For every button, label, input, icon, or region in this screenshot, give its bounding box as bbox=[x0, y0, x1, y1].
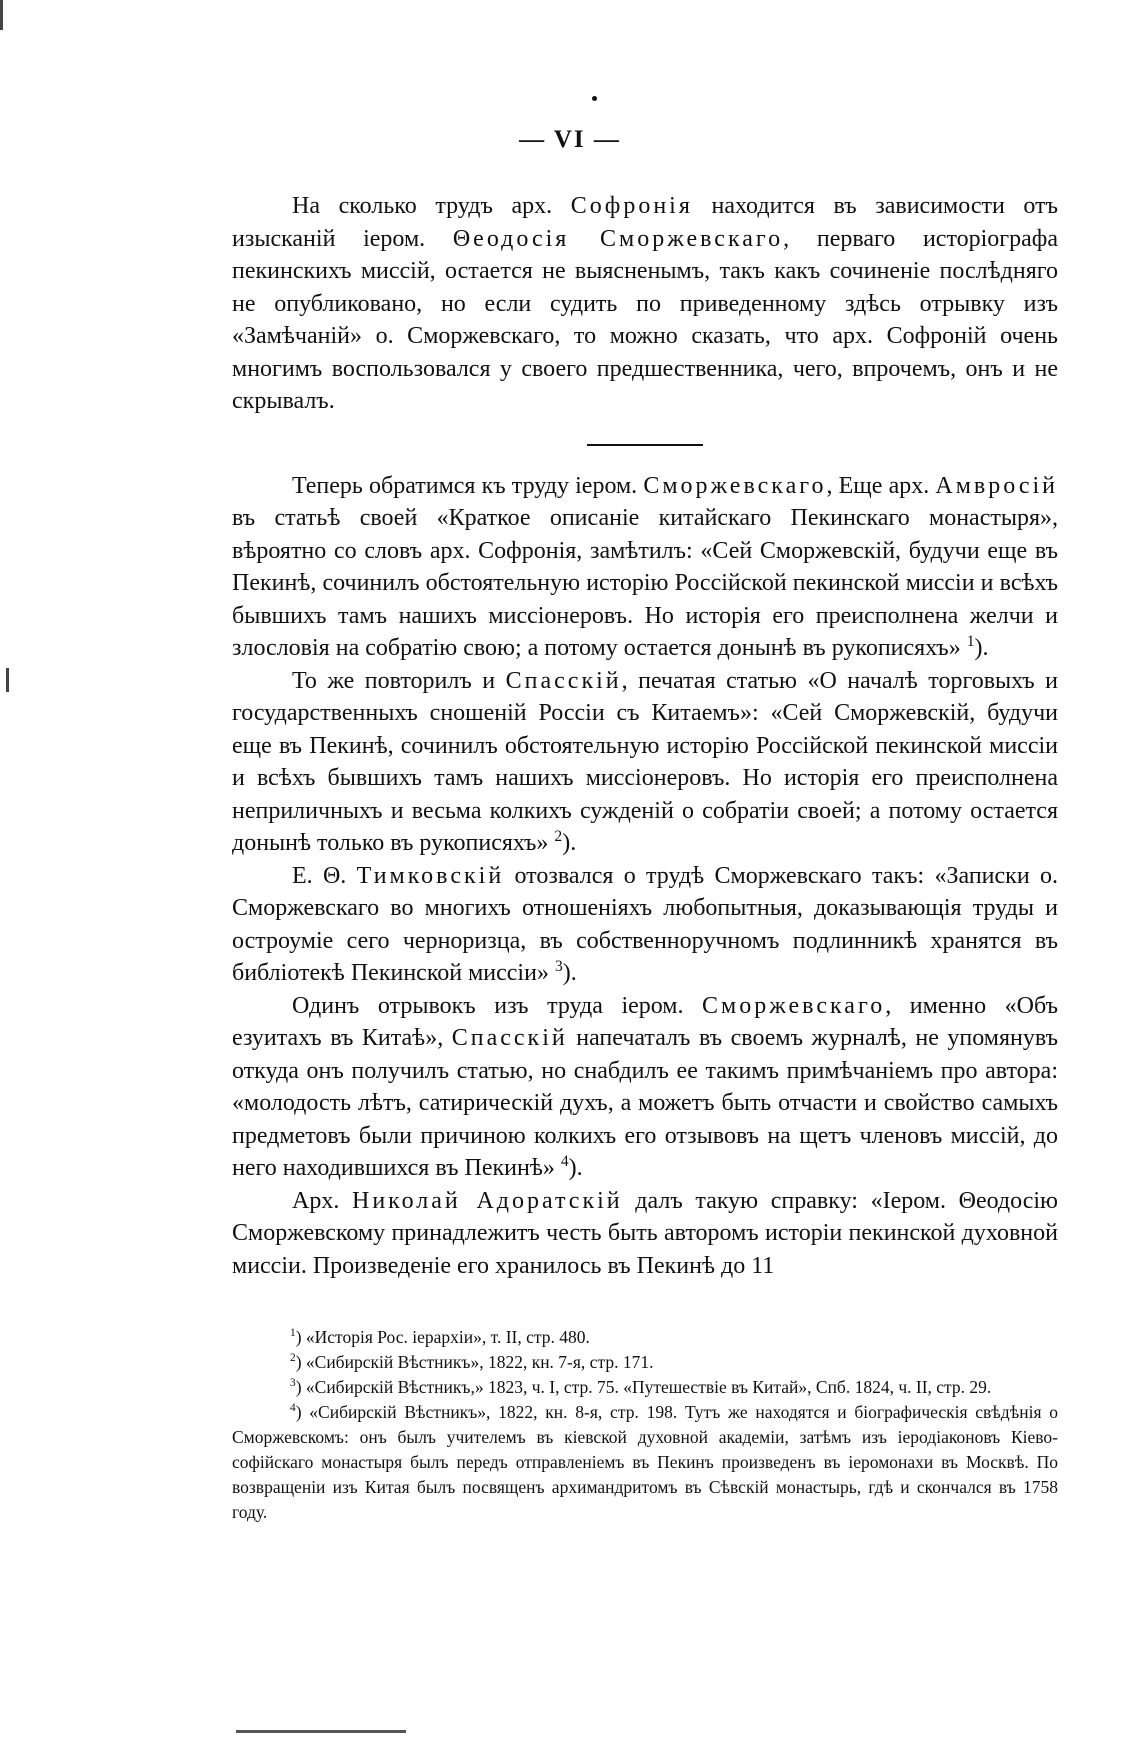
scan-edge-mark bbox=[0, 0, 3, 30]
spaced-name: Амвросій bbox=[935, 472, 1058, 499]
footnote-mark: 3 bbox=[290, 1377, 296, 1390]
footnote-text: «Сибирскій Вѣстникъ», 1822, кн. 8-я, стр. 198. Тутъ же находятся и біографическія свѣдѣнія о Сморжевскомъ: онъ былъ учителемъ въ кіевской духовной академіи, затѣмъ изъ іеродіаконовъ Кіево-софійскаго монастыря былъ передъ отправленіемъ въ Пекинъ произведенъ въ іеромонахи въ Москвѣ. По возвращеніи изъ Китая былъ посвященъ архимандритомъ въ Сѣвскій монастырь, гдѣ и скончался въ 1758 году. bbox=[232, 1402, 1059, 1522]
footnote-text: «Сибирскій Вѣстникъ,» 1823, ч. I, стр. 75. «Путешествіе въ Китай», Спб. 1824, ч. II, стр. 29. bbox=[305, 1377, 992, 1397]
spaced-name: Θеодосія Сморжевскаго bbox=[452, 225, 784, 252]
paragraph bbox=[232, 990, 1058, 1185]
text-run: далъ такую справку: «Іером. Θеодосію Сморжевскому принадлежитъ честь быть авторомъ исторіи пекинской духовной миссіи. Произведеніе его хранилось въ Пекинѣ до 11 bbox=[232, 1187, 1058, 1279]
text-run: ). bbox=[974, 635, 989, 661]
footnote-ref: 4 bbox=[560, 1153, 569, 1170]
footnote: $^2$) «Сибирскій Вѣстникъ», 1822, кн. 7-я, стр. 171. bbox=[290, 1352, 654, 1372]
text-run: Арх. bbox=[292, 1187, 352, 1214]
footnote: $^1$) «Исторія Рос. іерархіи», т. II, стр. 480. bbox=[290, 1327, 590, 1347]
scan-bottom-artifact bbox=[236, 1730, 406, 1733]
text-run: Е. Θ. bbox=[292, 862, 357, 889]
text-run: въ статьѣ своей «Краткое описаніе китайскаго Пекинскаго монастыря», вѣроятно со словъ арх. Софронія, замѣтилъ: «Сей Сморжевскій, будучи еще въ Пекинѣ, сочинилъ обстоятельную исторію Россійской пекинской миссіи и всѣхъ бывшихъ тамъ нашихъ миссіонеровъ. Но исторія его преисполнена желчи и злословія на собратію свою; а потому остается донынѣ въ рукописяхъ» bbox=[232, 505, 1058, 661]
text-run: , именно «Объ езуитахъ въ Китаѣ», bbox=[232, 992, 1059, 1051]
text-run: На сколько трудъ арх. bbox=[292, 193, 571, 219]
spaced-name: Сморжевскаго bbox=[643, 472, 827, 499]
page-number: — VI — bbox=[519, 126, 621, 153]
text-run: находится въ зависимости отъ изысканій іером. bbox=[232, 193, 1058, 252]
paragraph bbox=[232, 665, 1058, 860]
print-speck bbox=[592, 96, 597, 101]
footnotes bbox=[232, 1325, 1058, 1525]
spaced-name: Спасскій bbox=[451, 1025, 568, 1051]
footnote-ref: 3 bbox=[554, 958, 563, 975]
scan-edge-mark bbox=[6, 668, 9, 692]
spaced-name: Николай Адоратскій bbox=[352, 1187, 623, 1214]
text-run: ). bbox=[562, 830, 577, 856]
text-run: отозвался о трудѣ Сморжевскаго такъ: «Записки о. Сморжевскаго во многихъ отношеніяхъ любопытныя, доказывающія труды и остроуміе сего черноризца, въ собственноручномъ подлинникѣ хранятся въ библіотекѣ Пекинской миссіи» bbox=[232, 862, 1058, 986]
paragraph bbox=[232, 470, 1058, 665]
footnote-ref: 2 bbox=[554, 828, 563, 845]
footnote-mark: 1 bbox=[290, 1327, 296, 1340]
paragraph bbox=[232, 190, 1058, 418]
spaced-name: Спасскій bbox=[505, 667, 622, 694]
paragraph bbox=[232, 860, 1058, 990]
text-run: , печатая статью «О началѣ торговыхъ и государственныхъ сношеній Россіи съ Китаемъ»: «Сей Сморжевскій, будучи еще въ Пекинѣ, сочинилъ обстоятельную исторію Россійской пекинской миссіи и всѣхъ бывшихъ тамъ нашихъ миссіонеровъ. Но исторія его преисполнена неприличныхъ и весьма колкихъ сужденій о собратіи своей; а потому остается донынѣ только въ рукописяхъ» bbox=[232, 667, 1058, 856]
paragraph bbox=[232, 1185, 1058, 1283]
footnote: $^4$) «Сибирскій Вѣстникъ», 1822, кн. 8-я, стр. 198. Тутъ же находятся и біографическія свѣдѣнія о Сморжевскомъ: онъ былъ учителемъ въ кіевской духовной академіи, затѣмъ изъ іеродіаконовъ Кіево-софійскаго монастыря былъ передъ отправленіемъ въ Пекинъ произведенъ въ іеромонахи въ Москвѣ. По возвращеніи изъ Китая былъ посвященъ архимандритомъ въ Сѣвскій монастырь, гдѣ и скончался въ 1758 году. bbox=[232, 1402, 1059, 1522]
text-run: Одинъ отрывокъ изъ труда іером. bbox=[292, 992, 703, 1019]
spaced-name: Тимковскій bbox=[356, 862, 505, 889]
footnote: $^3$) «Сибирскій Вѣстникъ,» 1823, ч. I, стр. 75. «Путешествіе въ Китай», Спб. 1824, ч. II, стр. 29. bbox=[290, 1377, 992, 1397]
text-run: ). bbox=[562, 960, 577, 986]
text-run: , перваго исторіографа пекинскихъ миссій, остается не выясненымъ, такъ какъ сочиненіе послѣдняго не опубликовано, но если судить по приведенному здѣсь отрывку изъ «Замѣчаній» о. Сморжевскаго, то можно сказать, что арх. Софроній очень многимъ воспользовался у своего предшественника, чего, впрочемъ, онъ и не скрывалъ. bbox=[232, 225, 1058, 414]
footnote-mark: 2 bbox=[290, 1352, 296, 1365]
spaced-name: Софронія bbox=[570, 193, 693, 219]
main-text bbox=[232, 190, 1058, 1282]
footnote-ref: 1 bbox=[966, 633, 975, 650]
text-run: Теперь обратимся къ труду іером. bbox=[292, 472, 644, 499]
text-run: напечаталъ въ своемъ журналѣ, не упомянувъ откуда онъ получилъ статью, но снабдилъ ее такимъ примѣчаніемъ про автора: «молодость лѣтъ, сатирическій духъ, а можетъ быть отчасти и свойство самыхъ предметовъ были причиною колкихъ его отзывовъ на щетъ членовъ миссій, до него находившихся въ Пекинѣ» bbox=[232, 1025, 1058, 1181]
text-run: То же повторилъ и bbox=[292, 667, 506, 694]
text-run: ). bbox=[568, 1155, 583, 1181]
text-run: , Еще арх. bbox=[826, 472, 936, 499]
section-divider bbox=[587, 444, 703, 446]
footnote-mark: 4 bbox=[290, 1402, 296, 1415]
spaced-name: Сморжевскаго bbox=[702, 992, 886, 1019]
footnote-text: «Сибирскій Вѣстникъ», 1822, кн. 7-я, стр. 171. bbox=[305, 1352, 654, 1372]
footnote-text: «Исторія Рос. іерархіи», т. II, стр. 480. bbox=[305, 1327, 590, 1347]
